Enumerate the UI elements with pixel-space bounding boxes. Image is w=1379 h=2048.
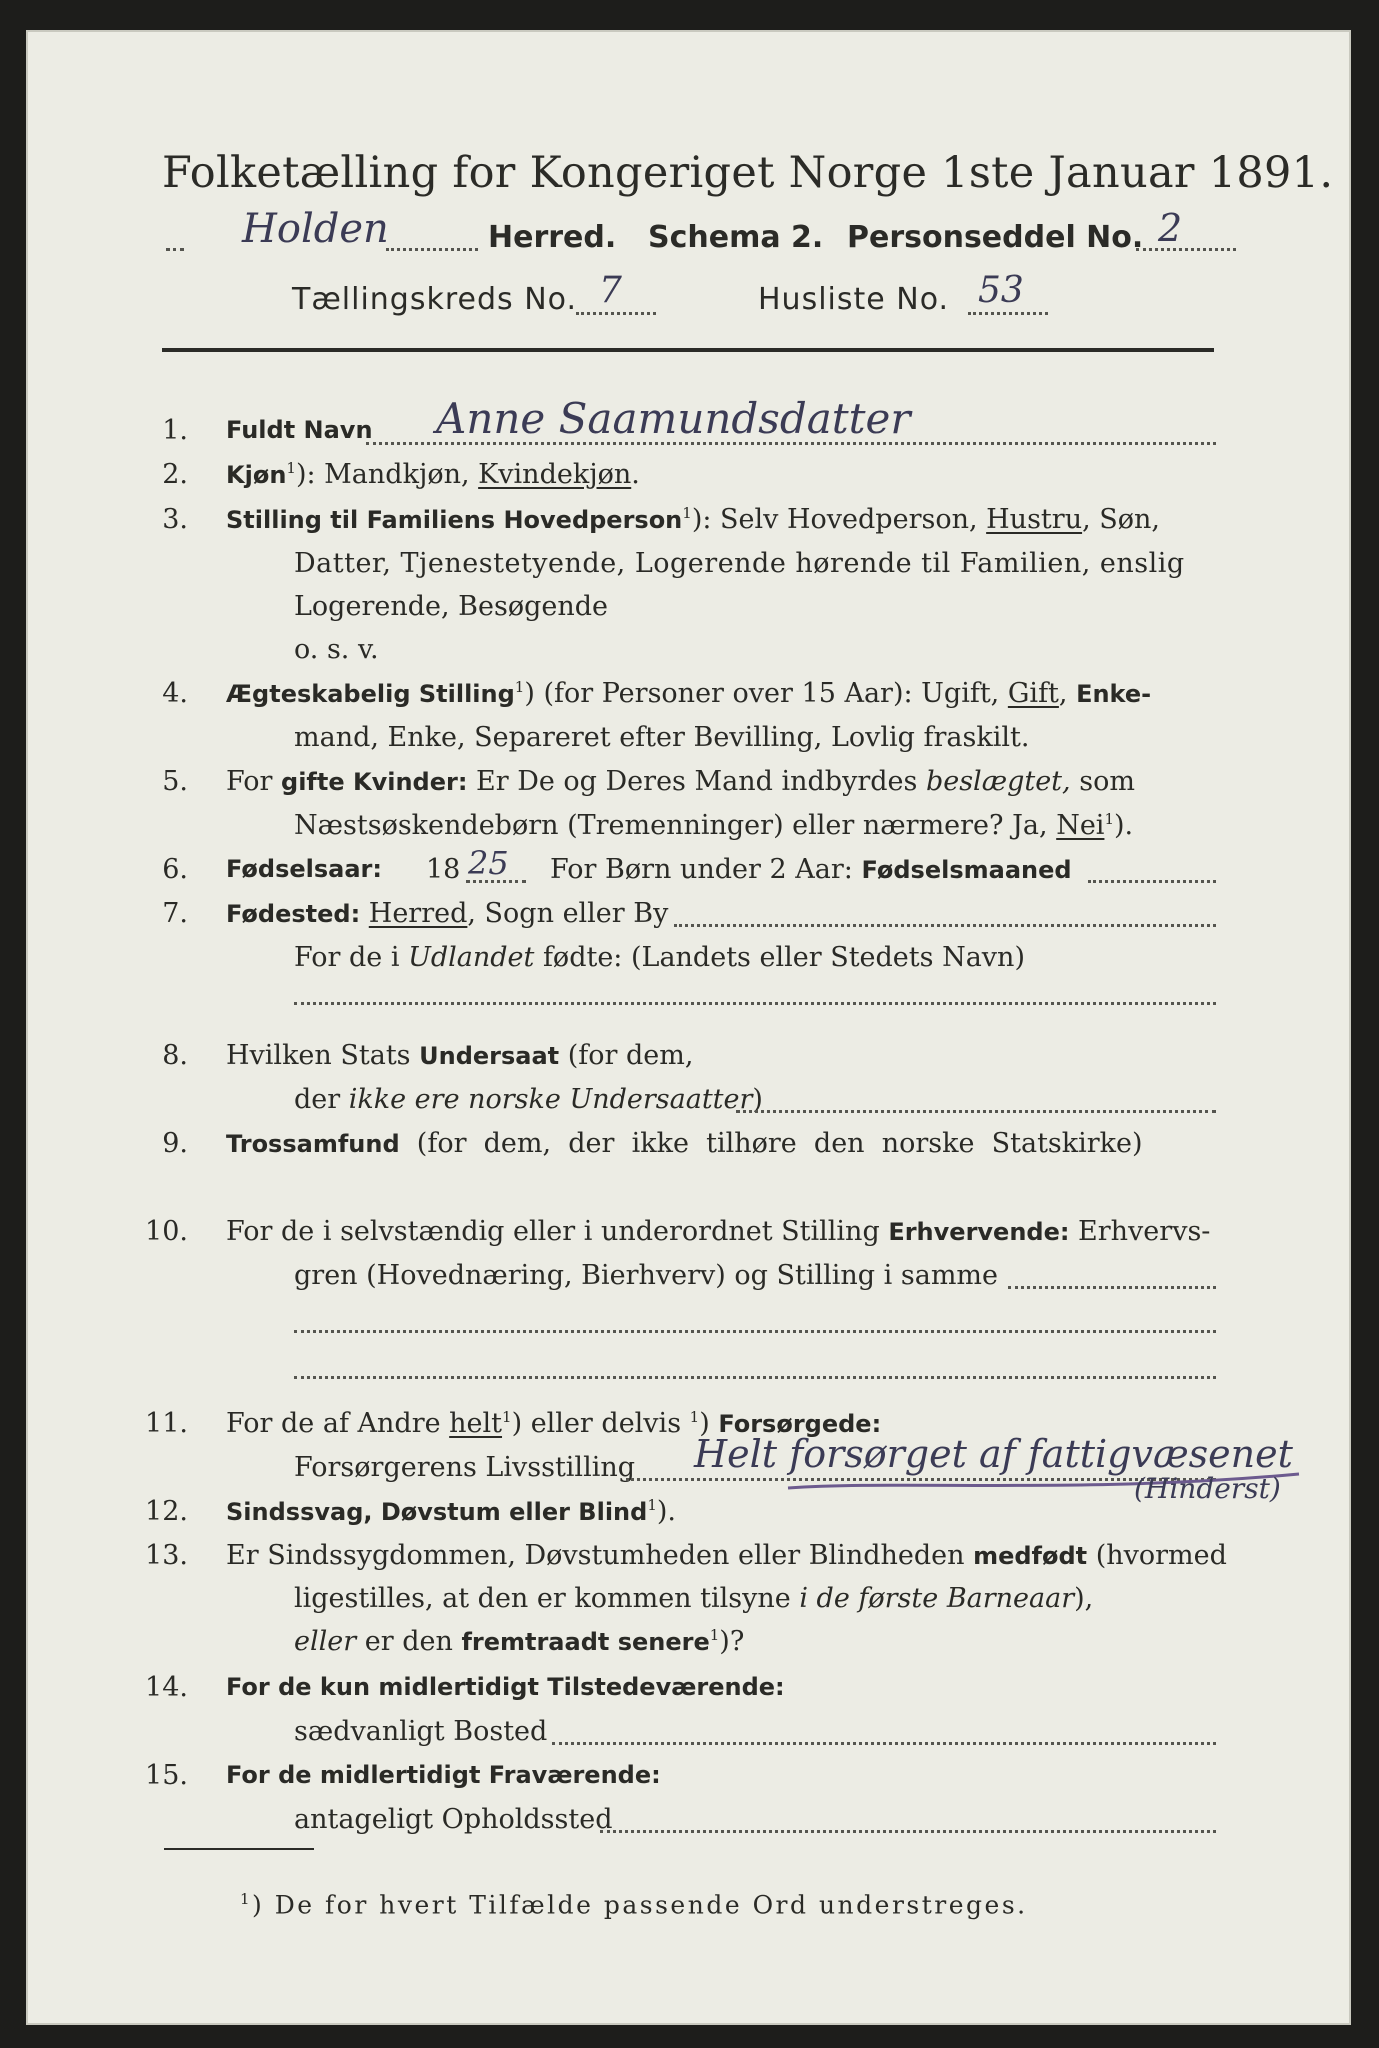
q13-text-a: Er Sindssygdommen, Døvstumheden eller Blindheden	[226, 1540, 974, 1571]
q10-answer-line-1	[294, 1330, 1216, 1333]
q11-number: 11.	[145, 1408, 188, 1439]
q5-italic: beslægtet,	[925, 766, 1071, 797]
q7-dotted-line	[674, 924, 1216, 927]
q15-bold: For de midlertidigt Fraværende:	[226, 1761, 661, 1789]
q1-number: 1.	[162, 415, 188, 446]
q8-line2-a: der	[294, 1084, 349, 1115]
q8-line1	[226, 1040, 693, 1071]
footnote-rule	[164, 1848, 314, 1850]
herred-value: Holden	[242, 206, 389, 252]
q6-line	[550, 854, 1072, 885]
q11-bold: Forsørgede:	[718, 1410, 882, 1438]
q3-text-a: ): Selv Hovedperson,	[691, 504, 987, 535]
q4-underlined-option: Gift	[1007, 678, 1059, 709]
q13-bold: medfødt	[973, 1542, 1088, 1570]
q13-line3-italic: eller	[294, 1626, 357, 1657]
q8-line2-italic: ikke ere norske Undersaatter	[348, 1084, 753, 1115]
q9-line	[226, 1128, 1143, 1159]
q10-text-b: Erhvervs-	[1069, 1216, 1211, 1247]
q12-line	[226, 1496, 676, 1527]
q2-line	[226, 459, 640, 490]
q8-text-b: (for dem,	[559, 1040, 694, 1071]
q13-line3-a: er den	[356, 1626, 462, 1657]
q7-line2-a: For de i	[294, 942, 409, 973]
kreds-value: 7	[599, 270, 622, 311]
q11-underlined-option: helt	[449, 1408, 503, 1439]
q13-number: 13.	[145, 1540, 188, 1571]
q6-bold: Fødselsmaaned	[861, 856, 1072, 884]
q7-label: Fødested:	[226, 900, 361, 928]
q3-number: 3.	[162, 504, 188, 535]
q4-footnote-ref: 1	[514, 678, 525, 696]
q8-bold: Undersaat	[419, 1042, 560, 1070]
q9-number: 9.	[162, 1128, 188, 1159]
q5-text-c: som	[1070, 766, 1135, 797]
q14-number: 14.	[145, 1672, 188, 1703]
q12-number: 12.	[145, 1496, 188, 1527]
q8-number: 8.	[162, 1040, 188, 1071]
q14-line2: sædvanligt Bosted	[294, 1716, 548, 1747]
census-form-sheet	[26, 30, 1351, 2025]
q6-label: Fødselsaar:	[226, 855, 382, 883]
q10-dotted-line	[1008, 1286, 1216, 1289]
q1-label: Fuldt Navn	[226, 416, 373, 444]
q2-label: Kjøn	[226, 461, 287, 489]
q5-number: 5.	[162, 766, 188, 797]
q4-number: 4.	[162, 678, 188, 709]
q13-line2	[294, 1583, 1093, 1614]
q5-text-a: For	[226, 766, 282, 797]
q7-number: 7.	[162, 898, 188, 929]
q5-line2-end: ).	[1113, 810, 1134, 841]
q3-underlined-option: Hustru	[986, 504, 1083, 535]
q14-bold: For de kun midlertidigt Tilstedeværende:	[226, 1673, 785, 1701]
q10-bold: Erhvervende:	[888, 1218, 1070, 1246]
footnote-ref: 1	[240, 1890, 253, 1908]
q5-underlined-option: Nei	[1056, 810, 1105, 841]
q13-footnote-ref: 1	[709, 1626, 720, 1644]
husliste-label: Husliste No.	[758, 282, 950, 317]
q13-line3-b: )?	[719, 1626, 745, 1657]
q7-text: , Sogn eller By	[467, 898, 669, 929]
q10-line2: gren (Hovednæring, Bierhverv) og Stilling i samme	[294, 1260, 999, 1291]
q3-line4: o. s. v.	[294, 634, 379, 665]
personseddel-label: Personseddel No.	[847, 220, 1144, 255]
q5-line2-text: Næstsøskendebørn (Tremenninger) eller nærmere? Ja,	[294, 810, 1057, 841]
q4-text-a: ) (for Personer over 15 Aar): Ugift,	[524, 678, 1008, 709]
q2-footnote-ref: 1	[286, 459, 296, 477]
schema-label: Schema 2.	[648, 220, 824, 255]
q3-line2: Datter, Tjenestetyende, Logerende hørende til Familien, enslig	[294, 548, 1185, 579]
personseddel-dotted-line	[1136, 248, 1236, 251]
q2-number: 2.	[162, 459, 188, 490]
q3-text-b: , Søn,	[1082, 504, 1160, 535]
herred-dotted-line	[166, 248, 184, 251]
footnote	[240, 1890, 1028, 1919]
q12-text: ).	[656, 1496, 676, 1527]
q6-text: For Børn under 2 Aar:	[550, 854, 862, 885]
q2-underlined-option: Kvindekjøn	[478, 459, 632, 490]
q4-text-b: ,	[1058, 678, 1077, 709]
footnote-text: ) De for hvert Tilfælde passende Ord understreges.	[252, 1890, 1028, 1920]
q11-text-c: )	[699, 1408, 719, 1439]
q5-text-b: Er De og Deres Mand indbyrdes	[467, 766, 926, 797]
q4-line2: mand, Enke, Separeret efter Bevilling, Lovlig fraskilt.	[294, 722, 1030, 753]
q12-bold: Sindssvag, Døvstum eller Blind	[226, 1498, 648, 1526]
q7-line2-b: fødte: (Landets eller Stedets Navn)	[534, 942, 1025, 973]
q12-footnote-ref: 1	[647, 1496, 657, 1514]
form-title: Folketælling for Kongeriget Norge 1ste Januar 1891.	[162, 148, 1334, 198]
herred-dotted-line-2	[386, 248, 478, 251]
q15-line2: antageligt Opholdssted	[294, 1804, 613, 1835]
q5-bold: gifte Kvinder:	[281, 768, 468, 796]
q3-line3: Logerende, Besøgende	[294, 591, 608, 622]
q6-year-dotted-line	[466, 880, 526, 883]
q4-bold: Enke-	[1076, 680, 1152, 708]
q3-footnote-ref: 1	[682, 504, 692, 522]
q10-number: 10.	[145, 1216, 188, 1247]
q11-footnote-ref-2: 1	[689, 1408, 700, 1426]
q6-year-value: 25	[468, 844, 509, 882]
q4-label: Ægteskabelig Stilling	[226, 680, 515, 708]
q1-name-value: Anne Saamundsdatter	[436, 394, 911, 443]
q13-line3	[294, 1626, 744, 1657]
kreds-label: Tællingskreds No.	[292, 282, 577, 317]
q8-dotted-line	[736, 1110, 1216, 1113]
q11-footnote-ref: 1	[502, 1408, 512, 1426]
q7-line2	[294, 942, 1025, 973]
q7-line2-italic: Udlandet	[408, 942, 535, 973]
q5-footnote-ref: 1	[1104, 810, 1114, 828]
q10-text-a: For de i selvstændig eller i underordnet Stilling	[226, 1216, 889, 1247]
q7-answer-dotted-line	[294, 1002, 1216, 1005]
q10-answer-line-2	[294, 1376, 1216, 1379]
q11-text-b: ) eller delvis	[511, 1408, 690, 1439]
kreds-dotted-line	[576, 312, 656, 315]
q2-end: .	[631, 459, 640, 490]
q5-line1	[226, 766, 1135, 797]
q8-text-a: Hvilken Stats	[226, 1040, 420, 1071]
q6-dotted-line	[1088, 880, 1216, 883]
q9-bold: Trossamfund	[226, 1130, 400, 1158]
q6-year-prefix: 18	[426, 854, 461, 885]
q13-line2-a: ligestilles, at den er kommen tilsyne	[294, 1583, 800, 1614]
q9-text: (for dem, der ikke tilhøre den norske Statskirke)	[399, 1128, 1143, 1159]
husliste-dotted-line	[968, 312, 1048, 315]
q13-text-b: (hvormed	[1087, 1540, 1227, 1571]
q13-line2-b: ),	[1074, 1583, 1094, 1614]
q11-text-a: For de af Andre	[226, 1408, 450, 1439]
q10-line1	[226, 1216, 1210, 1247]
q4-line1	[226, 678, 1151, 709]
q13-line1	[226, 1540, 1227, 1571]
q13-line3-bold: fremtraadt senere	[461, 1628, 710, 1656]
q5-line2	[294, 810, 1133, 841]
q6-number: 6.	[162, 854, 188, 885]
q7-underlined-option: Herred	[368, 898, 468, 929]
q7-line1	[226, 898, 668, 929]
q13-line2-italic: i de første Barneaar	[799, 1583, 1075, 1614]
q8-line2	[294, 1084, 763, 1115]
husliste-value: 53	[978, 270, 1024, 311]
herred-label: Herred.	[488, 220, 617, 255]
q2-text: ): Mandkjøn,	[295, 459, 479, 490]
q14-dotted-line	[552, 1742, 1216, 1745]
q11-line2: Forsørgerens Livsstilling	[294, 1452, 636, 1483]
q3-line1	[226, 504, 1160, 535]
q15-number: 15.	[145, 1760, 188, 1791]
personseddel-value: 2	[1158, 206, 1183, 250]
q15-dotted-line	[600, 1830, 1216, 1833]
q11-handwritten-value-2: (Hinderst)	[1134, 1472, 1281, 1505]
q3-label: Stilling til Familiens Hovedperson	[226, 506, 683, 534]
q11-handwritten-value: Helt forsørget af fattigvæsenet	[694, 1432, 1293, 1476]
q8-line2-b: )	[752, 1084, 763, 1115]
header-rule	[162, 348, 1214, 352]
